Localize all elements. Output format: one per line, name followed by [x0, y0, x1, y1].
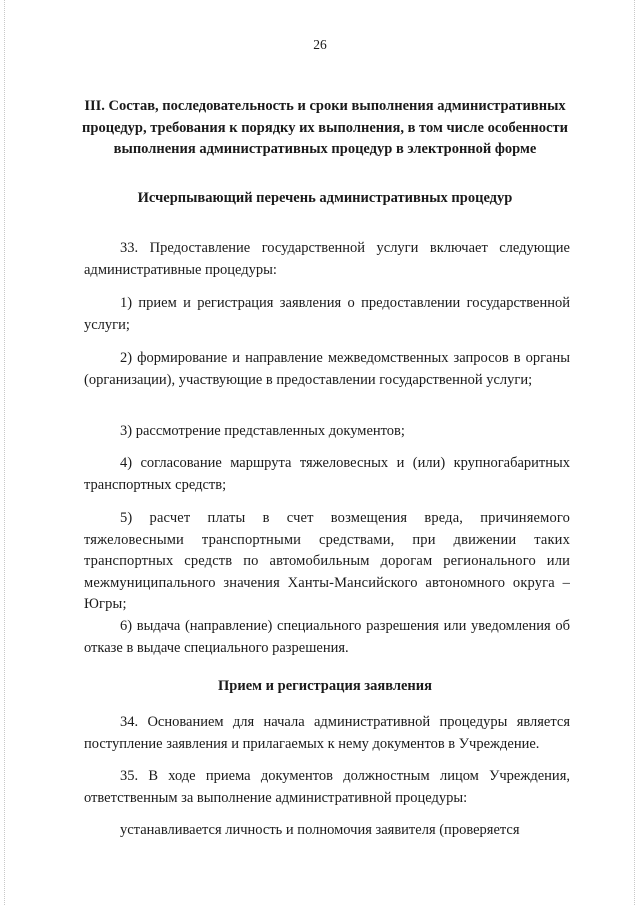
- paragraph-35-continued: устанавливается личность и полномочия заявителя (проверяется: [120, 822, 520, 838]
- list-item-1: 1) прием и регистрация заявления о предоставлении государственной услуги;: [84, 295, 570, 333]
- subsection-title: Исчерпывающий перечень административных процедур: [137, 190, 513, 206]
- scan-edge-right: [634, 0, 636, 905]
- paragraph-33: 33. Предоставление государственной услуги включает следующие административные процедуры:: [84, 240, 570, 278]
- page-number: 26: [313, 37, 327, 52]
- subsection2-title: Прием и регистрация заявления: [218, 678, 432, 694]
- scan-edge-left: [4, 0, 6, 905]
- list-item-6: 6) выдача (направление) специального разрешения или уведомления об отказе в выдаче специального разрешения.: [84, 618, 570, 656]
- list-item-3: 3) рассмотрение представленных документов;: [120, 423, 405, 439]
- paragraph-34: 34. Основанием для начала административной процедуры является поступление заявления и прилагаемых к нему документов в Учреждение.: [84, 714, 570, 752]
- list-item-2: 2) формирование и направление межведомственных запросов в органы (организации), участвующие в предоставлении государственной услуги;: [84, 350, 570, 388]
- paragraph-35: 35. В ходе приема документов должностным лицом Учреждения, ответственным за выполнение административной процедуры:: [84, 768, 570, 806]
- section-title: III. Состав, последовательность и сроки выполнения административных процедур, требования к порядку их выполнения, в том числе особенности выполнения административных процедур в электронной форме: [82, 98, 568, 157]
- list-item-4: 4) согласование маршрута тяжеловесных и (или) крупногабаритных транспортных средств;: [84, 455, 570, 493]
- list-item-5: 5) расчет платы в счет возмещения вреда, причиняемого тяжеловесными транспортными средствами, при движении таких транспортных средств по автомобильным дорогам регионального или межмуниципального значения Ханты-Мансийского автономного округа – Югры;: [84, 510, 570, 612]
